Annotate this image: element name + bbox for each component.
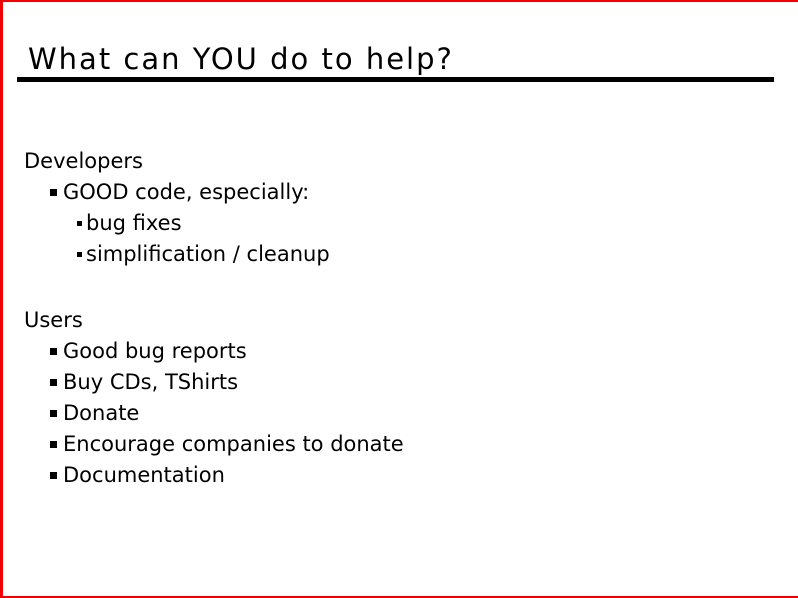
section-heading: Developers	[24, 149, 143, 173]
list-item-text: simplification / cleanup	[86, 242, 330, 266]
frame-border-top	[0, 0, 798, 2]
list-item	[24, 336, 404, 367]
list-item	[24, 367, 404, 398]
square-bullet-icon	[50, 441, 57, 448]
small-square-bullet-icon	[77, 252, 82, 257]
list-item-text: Encourage companies to donate	[63, 432, 404, 456]
list-item	[24, 239, 404, 270]
list-item-text: GOOD code, especially:	[63, 180, 310, 204]
small-square-bullet-icon	[77, 221, 82, 226]
list-item	[24, 429, 404, 460]
list-item-text: Documentation	[63, 463, 225, 487]
list-item-text: Buy CDs, TShirts	[63, 370, 239, 394]
section-heading: Users	[24, 308, 83, 332]
square-bullet-icon	[50, 472, 57, 479]
frame-border-left	[0, 0, 3, 598]
section-developers	[24, 146, 404, 270]
list-item	[24, 177, 404, 208]
title-underline	[17, 77, 774, 82]
square-bullet-icon	[50, 348, 57, 355]
list-item	[24, 208, 404, 239]
square-bullet-icon	[50, 189, 57, 196]
list-item-text: Good bug reports	[63, 339, 247, 363]
list-item	[24, 460, 404, 491]
square-bullet-icon	[50, 410, 57, 417]
page-title: What can YOU do to help?	[28, 42, 454, 76]
slide-body	[24, 146, 404, 491]
section-users	[24, 305, 404, 491]
list-item-text: Donate	[63, 401, 140, 425]
square-bullet-icon	[50, 379, 57, 386]
list-item	[24, 398, 404, 429]
list-item-text: bug fixes	[86, 211, 182, 235]
